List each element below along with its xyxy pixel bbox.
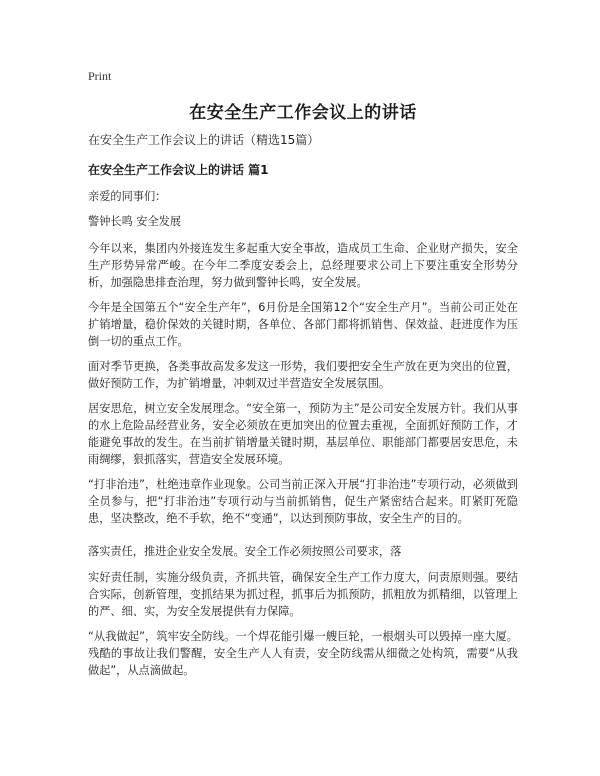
print-link[interactable]: Print [88,69,112,83]
paragraph-greeting: 亲爱的同事们： [88,190,167,203]
page-title: 在安全生产工作会议上的讲话 [189,103,417,123]
paragraph-slogan: 警钟长鸣 安全发展 [88,215,182,228]
paragraph: 今年以来，集团内外接连发生多起重大安全事故，造成员工生命、企业财产损失，安全生产形势异常严峻。在今年二季度安委会上，总经理要求公司上下要注重安全形势分析，加强隐患排查治理，努力做到警钟长鸣，安全发展。 [88,242,518,289]
paragraph: 今年是全国第五个“安全生产年”，6月份是全国第12个“安全生产月”。当前公司正处在扩销增量，稳价保效的关键时期，各单位、各部门都将抓销售、保效益、赶进度作为压倒一切的重点工作。 [88,301,518,348]
paragraph: 面对季节更换，各类事故高发多发这一形势，我们要把安全生产放在更为突出的位置，做好预防工作，为扩销增量，冲刺双过半营造安全发展氛围。 [88,360,518,390]
paragraph: 居安思危，树立安全发展理念。“安全第一，预防为主”是公司安全发展方针。我们从事的水上危险品经营业务，安全必须放在更加突出的位置去重视，全面抓好预防工作，才能避免事故的发生。在当前扩销增量关键时期，基层单位、职能部门都要居安思危，未雨绸缪，狠抓落实，营造安全发展环境。 [88,402,518,466]
section-heading: 在安全生产工作会议上的讲话 篇1 [88,163,269,177]
document-subtitle: 在安全生产工作会议上的讲话（精选15篇） [88,133,320,147]
paragraph: 落实责任，推进企业安全发展。安全工作必须按照公司要求，落 [88,545,402,558]
paragraph: 实好责任制，实施分级负责，齐抓共管，确保安全生产工作力度大，问责原则强。要结合实际，创新管理，变抓结果为抓过程，抓事后为抓预防，抓粗放为抓精细，以管理上的严、细、实，为安全发展提供有力保障。 [88,571,518,618]
paragraph: “从我做起”，筑牢安全防线。一个焊花能引爆一艘巨轮，一根烟头可以毁掉一座大厦。残酷的事故让我们警醒，安全生产人人有责，安全防线需从细微之处构筑，需要“从我做起”，从点滴做起。 [88,630,518,677]
paragraph: “打非治违”，杜绝违章作业现象。公司当前正深入开展“打非治违”专项行动，必须做到全员参与，把“打非治违”专项行动与当前抓销售，促生产紧密结合起来。盯紧盯死隐患，坚决整改，绝不手软，绝不“变通”，以达到预防事故，安全生产的目的。 [88,478,518,525]
